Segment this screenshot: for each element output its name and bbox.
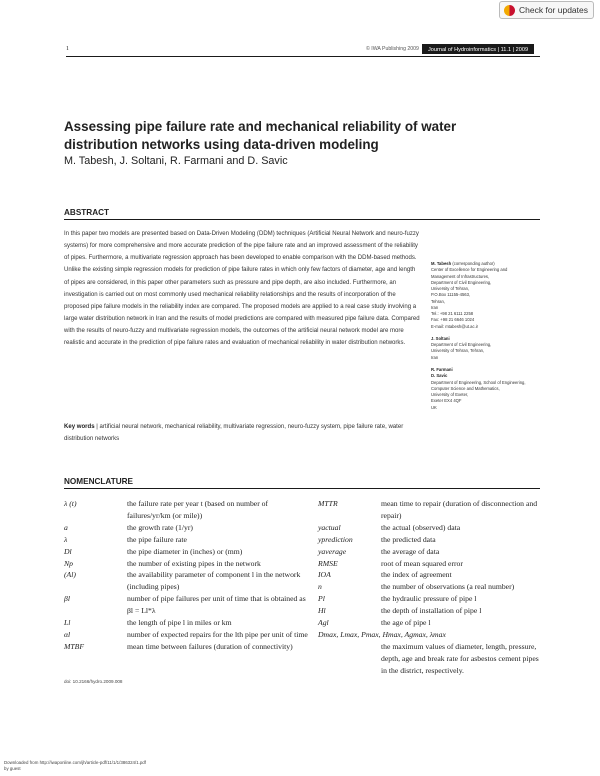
nomenclature-symbol: yactual <box>318 522 341 532</box>
nomenclature-symbol: yprediction <box>318 534 353 544</box>
nomenclature-definition: the predicted data <box>381 534 436 544</box>
nomenclature-symbol: (Al) <box>64 570 76 580</box>
author-affiliations <box>431 261 551 417</box>
affiliation-line: P.O.Box 11155-4563, <box>431 292 471 298</box>
affiliation-line: Computer Science and Mathematics, <box>431 385 500 391</box>
affiliation-line: Department of Civil Engineering, <box>431 342 492 348</box>
nomenclature-definition: the average of data <box>381 546 440 556</box>
nomenclature-entry <box>64 593 308 617</box>
nomenclature-symbol: Ll <box>64 618 71 628</box>
nomenclature-entry <box>64 558 308 570</box>
abstract-body: In this paper two models are presented based on Data-Driven Modeling (DDM) techniques (Artificial Neural Network and neuro-fuzzy systems) for more comprehensive and more accurate prediction of the pipe failure rate and an improved assessment of the reliability of pipes. Furthermore, a multivariate regression approach has been developed to enable comparison with the DDM-based methods. Unlike the existing simple regression models for prediction of pipe failure rates in which only few factors of diameter, age and length of pipes are considered, in this paper other parameters such as pressure and pipe depth, are also included. Furthermore, an investigation is carried out on most commonly used mechanical reliability relationships and the results of incorporation of the proposed pipe failure models in the reliability index are compared. The proposed models are applied to a real case study involving a large water distribution network in Iran and the results of model predictions are compared with measured pipe failure data. Compared with the results of neuro-fuzzy and multivariate regression models, the outcomes of the artificial neural network model are more realistic and accurate in the prediction of pipe failure rates and evaluation of mechanical reliability in water distribution networks. <box>64 231 420 347</box>
nomenclature-symbol: yaverage <box>318 546 347 556</box>
abstract-heading: ABSTRACT <box>64 208 110 217</box>
article-title: Assessing pipe failure rate and mechanical reliability of water distribution networks using data-driven modeling <box>64 119 457 152</box>
nomenclature-symbol: λ <box>64 534 68 544</box>
nomenclature-definition: the length of pipe l in miles or km <box>127 618 232 628</box>
affiliation-line: Tel.: +98 21 6111 2258 <box>431 311 474 316</box>
nomenclature-entry <box>318 558 542 570</box>
nomenclature-entry <box>64 617 308 629</box>
nomenclature-symbol: MTTR <box>318 499 338 508</box>
doi: doi: 10.2166/hydro.2009.008 <box>64 679 123 684</box>
affiliation-author: M. Tabesh (corresponding author) <box>431 261 495 266</box>
check-for-updates-label: Check for updates <box>519 5 588 15</box>
nomenclature-entry <box>64 641 308 653</box>
journal-banner: Journal of Hydroinformatics | 11.1 | 2009 <box>422 44 534 54</box>
nomenclature-entry <box>318 498 542 522</box>
affiliation-line: Fax: +98 21 6646 1024 <box>431 317 475 323</box>
nomenclature-entry <box>318 534 542 546</box>
nomenclature-symbol: Dmax, Lmax, Pmax, Hmax, Agmax, λmax <box>318 629 446 639</box>
running-header <box>366 44 534 54</box>
nomenclature-definition: the hydraulic pressure of pipe l <box>381 594 477 604</box>
affiliation-line: UK <box>431 404 437 410</box>
nomenclature-symbol: αl <box>64 629 71 639</box>
nomenclature-definition: the maximum values of diameter, length, pressure, depth, age and break rate for asbestos cement pipes in the district, respectively. <box>381 641 539 675</box>
nomenclature-entry <box>64 629 308 641</box>
nomenclature-definition: number of expected repairs for the lth pipe per unit of time <box>127 629 308 639</box>
affiliation-line: Tehran, <box>431 298 445 304</box>
nomenclature-definition: the failure rate per year t (based on number of failures/yr/km (or mile)) <box>127 499 269 520</box>
affiliation-line: Department of Engineering, School of Engineering, <box>431 379 526 385</box>
nomenclature-symbol: n <box>318 582 322 592</box>
nomenclature-symbol: Dl <box>64 546 72 556</box>
nomenclature-entry <box>318 581 542 593</box>
nomenclature-entry <box>318 629 542 641</box>
nomenclature-definition: root of mean squared error <box>381 558 463 568</box>
affiliation-line: Iran <box>431 354 439 360</box>
keywords <box>64 421 420 445</box>
affiliation-line: Center of Excellence for Engineering and <box>431 267 508 273</box>
nomenclature-definition: the growth rate (1/yr) <box>127 522 193 532</box>
nomenclature-symbol: Pl <box>318 594 325 604</box>
affiliation-line: University of Tehran, Tehran, <box>431 348 485 354</box>
header-rule <box>66 56 540 57</box>
nomenclature-entry <box>318 522 542 534</box>
nomenclature-definition: the pipe failure rate <box>127 534 187 544</box>
nomenclature-symbol: IOA <box>318 570 331 580</box>
nomenclature-definition: the actual (observed) data <box>381 522 461 532</box>
nomenclature-entry <box>64 546 308 558</box>
nomenclature-entry <box>318 546 542 558</box>
nomenclature-definition: the pipe diameter in (inches) or (mm) <box>127 546 243 556</box>
nomenclature-entry <box>64 534 308 546</box>
affiliation-line: Iran <box>431 304 439 310</box>
affiliation-line: University of Exeter, <box>431 392 469 398</box>
nomenclature-left-column <box>64 498 308 653</box>
nomenclature-symbol: Np <box>64 558 73 568</box>
nomenclature-right-column <box>318 498 542 677</box>
affiliation-line: Exeter EX4 4QF <box>431 398 462 404</box>
nomenclature-definition: the number of existing pipes in the network <box>127 558 261 568</box>
nomenclature-symbol: λ (t) <box>64 499 77 508</box>
footer-line: Downloaded from http://iwaponline.com/jh/article-pdf/11/1/1/386324/1.pdf <box>4 760 146 765</box>
check-for-updates-button[interactable] <box>499 1 594 19</box>
keywords-label: Key words <box>64 424 95 430</box>
affiliation-line: Management of Infrastructures, <box>431 273 490 279</box>
nomenclature-definition: the number of observations (a real number) <box>381 582 515 592</box>
affiliation-group <box>431 367 551 411</box>
nomenclature-definition: the index of agreement <box>381 570 452 580</box>
author-list: M. Tabesh, J. Soltani, R. Farmani and D. Savic <box>64 155 288 167</box>
nomenclature-symbol: Hl <box>318 606 326 616</box>
keywords-list: | artificial neural network, mechanical reliability, multivariate regression, neuro-fuzzy system, pipe failure rate, water distribution networks <box>64 424 404 443</box>
nomenclature-rule <box>64 488 540 489</box>
nomenclature-symbol: Agl <box>318 618 329 628</box>
nomenclature-symbol: MTBF <box>64 641 85 651</box>
nomenclature-entry <box>318 605 542 617</box>
nomenclature-symbol: RMSE <box>318 558 338 568</box>
nomenclature-entry <box>64 498 308 522</box>
affiliation-author: R. Farmani <box>431 367 453 373</box>
abstract-rule <box>64 219 540 220</box>
page-number: 1 <box>66 46 69 52</box>
affiliation-line: E-mail: mtabesh@ut.ac.ir <box>431 323 479 329</box>
footer-line: by guest <box>4 766 21 771</box>
nomenclature-definition: the availability parameter of component l in the network (including pipes) <box>127 570 301 592</box>
nomenclature-entry <box>64 569 308 593</box>
affiliation-group <box>431 261 551 330</box>
download-footer <box>4 760 146 772</box>
affiliation-group <box>431 336 551 361</box>
nomenclature-entry <box>318 569 542 581</box>
publisher-note: © IWA Publishing 2009 <box>366 46 419 52</box>
nomenclature-entry <box>64 522 308 534</box>
check-updates-icon <box>504 5 515 16</box>
affiliation-line: University of Tehran, <box>431 286 470 291</box>
nomenclature-symbol: a <box>64 522 68 532</box>
nomenclature-definition: mean time between failures (duration of connectivity) <box>127 641 293 651</box>
nomenclature-entry <box>318 593 542 605</box>
nomenclature-definition: mean time to repair (duration of disconnection and repair) <box>381 499 538 520</box>
nomenclature-heading: NOMENCLATURE <box>64 477 133 486</box>
affiliation-author: D. Savic <box>431 373 448 379</box>
nomenclature-definition: the depth of installation of pipe l <box>381 606 482 616</box>
nomenclature-definition: number of pipe failures per unit of time that is obtained as βl = Ll*λ <box>127 594 306 616</box>
affiliation-line: Department of Civil Engineering, <box>431 279 492 285</box>
nomenclature-definition: the age of pipe l <box>381 618 431 628</box>
nomenclature-symbol: βl <box>64 594 70 604</box>
affiliation-author: J. Soltani <box>431 335 450 341</box>
nomenclature-entry <box>318 617 542 629</box>
